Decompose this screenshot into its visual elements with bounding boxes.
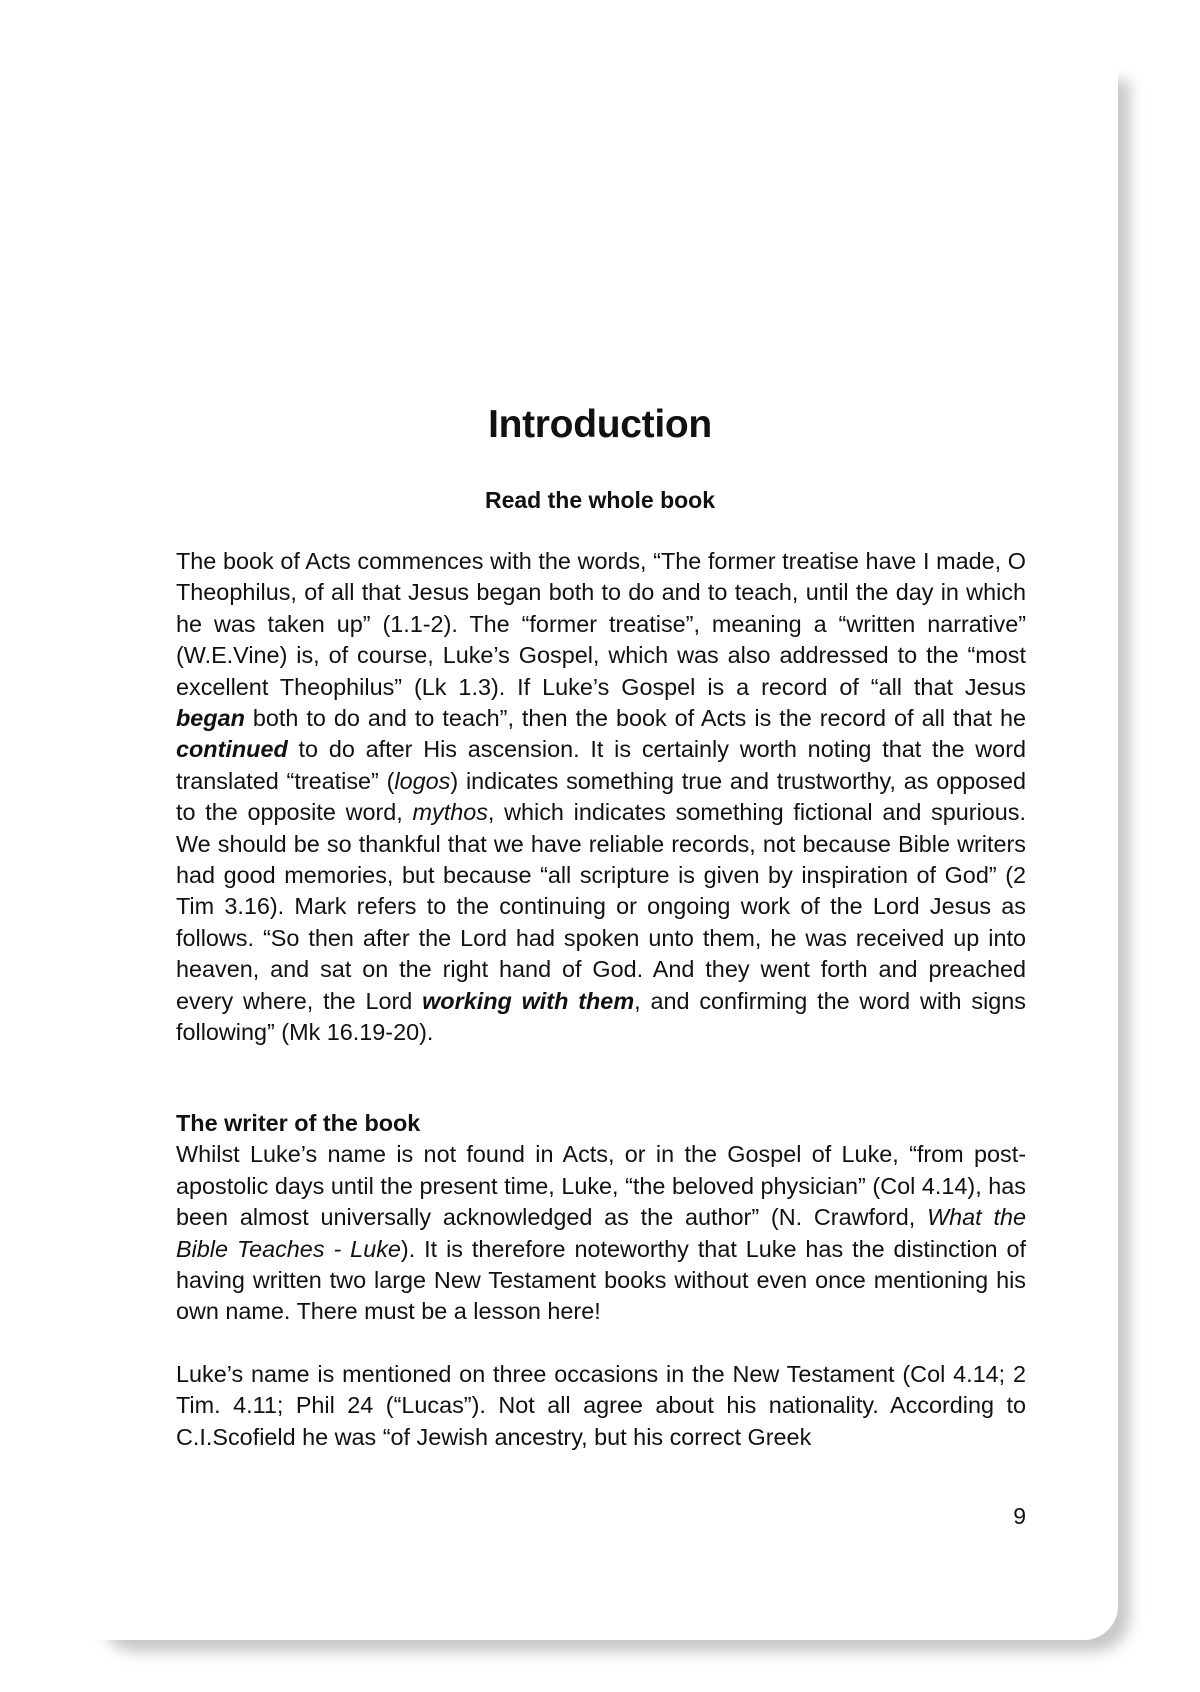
page-number: 9 <box>1013 1503 1026 1529</box>
text-run: Whilst Luke’s name is not found in Acts, or in the Gospel of Luke, “from post-apostolic days until the present time, Luke, “the beloved physician” (Col 4.14), has been almost universally acknowledged as the author” (N. Crawford, <box>176 1141 1026 1231</box>
emphasis-working-with-them: working with them <box>422 987 635 1014</box>
text-run: , and confirming the word with signs following” (Mk 16.19-20). <box>176 987 1027 1046</box>
intro-section <box>176 546 1026 1049</box>
emphasis-continued: continued <box>176 736 288 763</box>
section-heading: The writer of the book <box>176 1110 421 1136</box>
page-subtitle: Read the whole book <box>484 487 716 513</box>
paragraph-acts-opening <box>176 546 1026 1049</box>
luke-name-section <box>176 1359 1026 1453</box>
book-title-reference: What the Bible Teaches - Luke <box>176 1204 1026 1262</box>
paragraph-luke-name: Luke’s name is mentioned on three occasions in the New Testament (Col 4.14; 2 Tim. 4.11; Phil 24 (“Lucas”). Not all agree about his nationality. According to C.I.Scofield he was “of Jewish ancestry, but his correct Greek <box>176 1361 1026 1450</box>
term-mythos: mythos <box>412 799 488 826</box>
writer-section <box>176 1108 1026 1328</box>
text-run: to do after His ascension. It is certainly worth noting that the word translated “treatise” ( <box>176 736 1026 794</box>
paragraph-writer <box>176 1139 1026 1327</box>
text-run: ). It is therefore noteworthy that Luke has the distinction of having written two large New Testament books without even once mentioning his own name. There must be a lesson here! <box>176 1235 1026 1325</box>
text-run: both to do and to teach”, then the book of Acts is the record of all that he <box>244 705 1026 732</box>
text-run: ) indicates something true and trustworthy, as opposed to the opposite word, <box>176 767 1026 826</box>
text-run: The book of Acts commences with the words, “The former treatise have I made, O Theophilus, of all that Jesus began both to do and to teach, until the day in which he was taken up” (1.1-2). The “former treatise”, meaning a “written narrative” (W.E.Vine) is, of course, Luke’s Gospel, which was also addressed to the “most excellent Theophilus” (Lk 1.3). If Luke’s Gospel is a record of “all that Jesus <box>176 548 1026 700</box>
page-title: Introduction <box>488 403 712 446</box>
emphasis-began: began <box>176 705 245 732</box>
term-logos: logos <box>394 767 451 794</box>
text-run: , which indicates something fictional and spurious. We should be so thankful that we have reliable records, not because Bible writers had good memories, but because “all scripture is given by inspiration of God” (2 Tim 3.16). Mark refers to the continuing or ongoing work of the Lord Jesus as follows. “So then after the Lord had spoken unto them, he was received up into heaven, and sat on the right hand of God. And they went forth and preached every where, the Lord <box>176 799 1026 1014</box>
